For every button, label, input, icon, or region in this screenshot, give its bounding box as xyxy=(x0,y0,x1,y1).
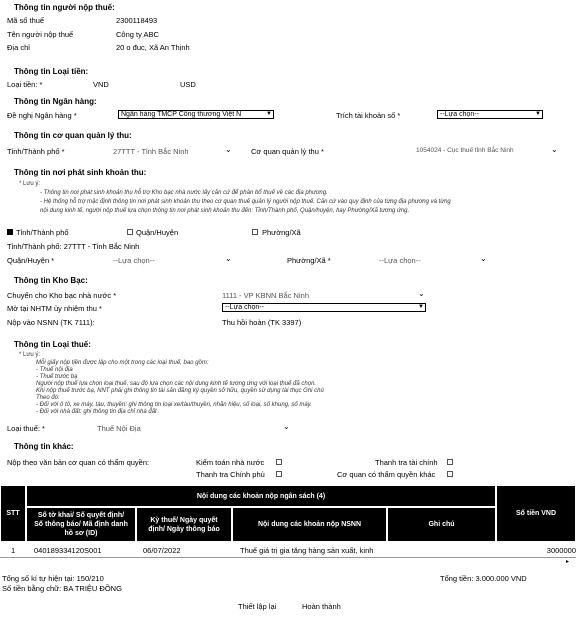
ward-checkbox[interactable] xyxy=(252,229,258,235)
chevron-down-icon: ⌄ xyxy=(480,254,487,263)
chevron-down-icon: ⌄ xyxy=(225,145,232,154)
amount-in-words: Số tiền bằng chữ: BA TRIỆU ĐỒNG xyxy=(2,584,122,593)
payer-name-value: Công ty ABC xyxy=(116,30,159,39)
scroll-right-icon[interactable]: ▸ xyxy=(566,559,570,565)
tax-note-title: * Lưu ý: xyxy=(19,352,41,358)
province-checkbox[interactable] xyxy=(7,229,13,235)
char-count: Tổng số kí tự hiện tại: 150/210 xyxy=(2,574,104,583)
cb-finance-inspect-label: Thanh tra tài chính xyxy=(375,458,438,467)
origin-note-1: - Thông tin nơi phát sinh khoản thu hỗ trợ Kho bạc nhà nước lấy căn cứ để phân bổ thuế về các địa phương. xyxy=(40,190,328,196)
bank-title: Thông tin Ngân hàng: xyxy=(14,97,97,106)
account-select[interactable] xyxy=(437,110,543,119)
agency-province-select[interactable]: 27TTT - Tỉnh Bắc Ninh xyxy=(113,147,189,156)
reset-button[interactable]: Thiết lập lại xyxy=(238,602,277,611)
treasury-account-label: Nộp vào NSNN (TK 7111): xyxy=(7,318,95,327)
th-note: Ghi chú xyxy=(387,507,496,542)
total-amount: Tổng tiền: 3.000.000 VND xyxy=(440,574,527,583)
cb-gov-inspect-label: Thanh tra Chính phủ xyxy=(196,470,265,479)
other-label: Nộp theo văn bản cơ quan có thẩm quyền: xyxy=(7,458,150,467)
cb-other-authority-label: Cơ quan có thẩm quyền khác xyxy=(337,470,436,479)
bank-label: Đề nghị Ngân hàng * xyxy=(7,111,77,120)
origin-note-title: * Lưu ý: xyxy=(19,181,41,187)
cell-amount[interactable]: 3000000 xyxy=(546,546,576,555)
chevron-down-icon: ⌄ xyxy=(551,145,558,154)
address-value: 20 o đuc, Xã An Thịnh xyxy=(116,43,190,52)
origin-note-3: nội dung kinh tế, người nộp thuế lựa chọn thông tin nơi phát sinh khoản thu đến: Tỉnh/Thành phố, Quận/huyện, hay Phường/Xã tương ứng. xyxy=(40,208,410,214)
tax-id-value: 2300118493 xyxy=(116,16,158,25)
account-select-value: --Lựa chọn-- xyxy=(440,111,479,118)
treasury-transfer-label: Chuyển cho Kho bạc nhà nước * xyxy=(7,291,117,300)
ward-select[interactable]: --Lựa chọn-- xyxy=(379,256,421,265)
treasury-bank-select[interactable] xyxy=(222,303,426,312)
chevron-down-icon: ⌄ xyxy=(283,422,290,431)
district-label: Quận/Huyện * xyxy=(7,256,55,265)
address-label: Địa chỉ xyxy=(7,43,30,52)
chevron-down-icon: ⌄ xyxy=(225,254,232,263)
cell-content[interactable]: Thuế giá trị gia tăng hàng sản xuất, kinh xyxy=(240,546,374,555)
tax-note-7: - Đối với ô tô, xe máy, tàu, thuyền: ghi thông tin loại xe/tàu/thuyền, nhãn hiệu, số loại, số khung, số máy. xyxy=(36,402,312,408)
district-checkbox-label: Quận/Huyện xyxy=(136,228,179,237)
tax-note-6: Theo đó: xyxy=(36,395,60,401)
cell-period[interactable]: 06/07/2022 xyxy=(143,546,181,555)
origin-province-text: Tỉnh/Thành phố: 27TTT - Tỉnh Bắc Ninh xyxy=(7,242,140,251)
tax-note-1: Mỗi giấy nộp tiền được lập cho một trong các loại thuế, bao gồm: xyxy=(36,360,209,366)
bank-select[interactable] xyxy=(118,110,274,119)
agency-province-label: Tỉnh/Thành phố * xyxy=(7,147,65,156)
cell-stt: 1 xyxy=(11,546,16,555)
tax-id-label: Mã số thuế xyxy=(7,16,45,25)
th-group: Nội dung các khoản nộp ngân sách (4) xyxy=(26,485,496,507)
th-decision: Số tờ khai/ Số quyết định/ Số thông báo/ Mã định danh hồ sơ (ID) xyxy=(26,507,136,542)
tax-type-label: Loại thuế: * xyxy=(7,424,45,433)
tax-note-3: - Thuế trước bạ xyxy=(36,374,78,380)
account-label: Trích tài khoản số * xyxy=(336,111,401,120)
agency-title: Thông tin cơ quan quản lý thu: xyxy=(14,131,132,140)
chevron-down-icon: ⌄ xyxy=(418,289,425,298)
th-amount: Số tiền VND xyxy=(496,485,576,542)
treasury-transfer-select[interactable]: 1111 - VP KBNN Bắc Ninh xyxy=(222,291,309,300)
payer-name-label: Tên người nộp thuế xyxy=(7,30,74,39)
treasury-title: Thông tin Kho Bạc: xyxy=(14,276,88,285)
treasury-bank-select-value: --Lựa chọn-- xyxy=(225,304,264,311)
currency-title: Thông tin Loại tiền: xyxy=(14,67,89,76)
tax-note-2: - Thuế nội địa xyxy=(36,367,73,373)
cb-audit-label: Kiểm toán nhà nước xyxy=(196,458,265,467)
finish-button[interactable]: Hoàn thành xyxy=(302,602,341,611)
province-checkbox-label: Tỉnh/Thành phố xyxy=(16,228,69,237)
tax-note-8: - Đối với nhà đất: ghi thông tin địa chỉ nhà đất xyxy=(36,409,157,415)
origin-note-2: - Hệ thống hỗ trợ mặc định thông tin nơi phát sinh khoản thu theo cơ quan thuế quản lý người nộp thuế. Căn cứ vào quy định của từng địa phương và từng xyxy=(40,199,451,205)
currency-label: Loại tiền: * xyxy=(7,80,43,89)
cb-other-authority[interactable] xyxy=(447,471,453,477)
th-stt: STT xyxy=(0,485,26,542)
payer-title: Thông tin người nộp thuế: xyxy=(14,3,115,12)
currency-usd-option[interactable]: USD xyxy=(180,80,196,89)
tax-note-4: Người nộp thuế lựa chọn loại thuế, sau đó lựa chọn các nội dung kinh tế tương ứng với loại thuế đã chọn. xyxy=(36,381,317,387)
bank-select-value: Ngân hàng TMCP Công thương Việt N xyxy=(121,111,242,118)
th-period: Kỳ thuế/ Ngày quyết định/ Ngày thông báo xyxy=(136,507,232,542)
tax-note-5: Khi nộp thuế trước bạ, NNT phải ghi thông tin tài sản đăng ký quyền sở hữu, quyền sử dụng tài thục Ghi chú xyxy=(36,388,324,394)
ward-checkbox-label: Phường/Xã xyxy=(262,228,301,237)
tax-type-select[interactable]: Thuế Nội Địa xyxy=(97,424,141,433)
chevron-down-icon: ▼ xyxy=(535,111,541,117)
cell-decision[interactable]: 040189334120S001 xyxy=(34,546,102,555)
tax-type-title: Thông tin Loại thuế: xyxy=(14,340,91,349)
cb-gov-inspect[interactable] xyxy=(276,471,282,477)
ward-label: Phường/Xã * xyxy=(287,256,331,265)
row-divider xyxy=(0,557,576,558)
district-select[interactable]: --Lựa chọn-- xyxy=(113,256,155,265)
chevron-down-icon: ▼ xyxy=(418,304,424,310)
chevron-down-icon: ▼ xyxy=(266,111,272,117)
currency-vnd-option[interactable]: VND xyxy=(93,80,109,89)
treasury-account-value: Thu hồi hoàn (TK 3397) xyxy=(222,318,302,327)
agency-label: Cơ quan quản lý thu * xyxy=(251,147,324,156)
agency-select[interactable]: 1054024 - Cục thuế tỉnh Bắc Ninh xyxy=(416,147,514,154)
district-checkbox[interactable] xyxy=(127,229,133,235)
th-content: Nội dung các khoản nộp NSNN xyxy=(232,507,387,542)
origin-title: Thông tin nơi phát sinh khoản thu: xyxy=(14,168,147,177)
cb-finance-inspect[interactable] xyxy=(447,459,453,465)
treasury-bank-label: Mở tại NHTM ủy nhiệm thu * xyxy=(7,304,102,313)
other-title: Thông tin khác: xyxy=(14,442,74,451)
cb-audit[interactable] xyxy=(276,459,282,465)
